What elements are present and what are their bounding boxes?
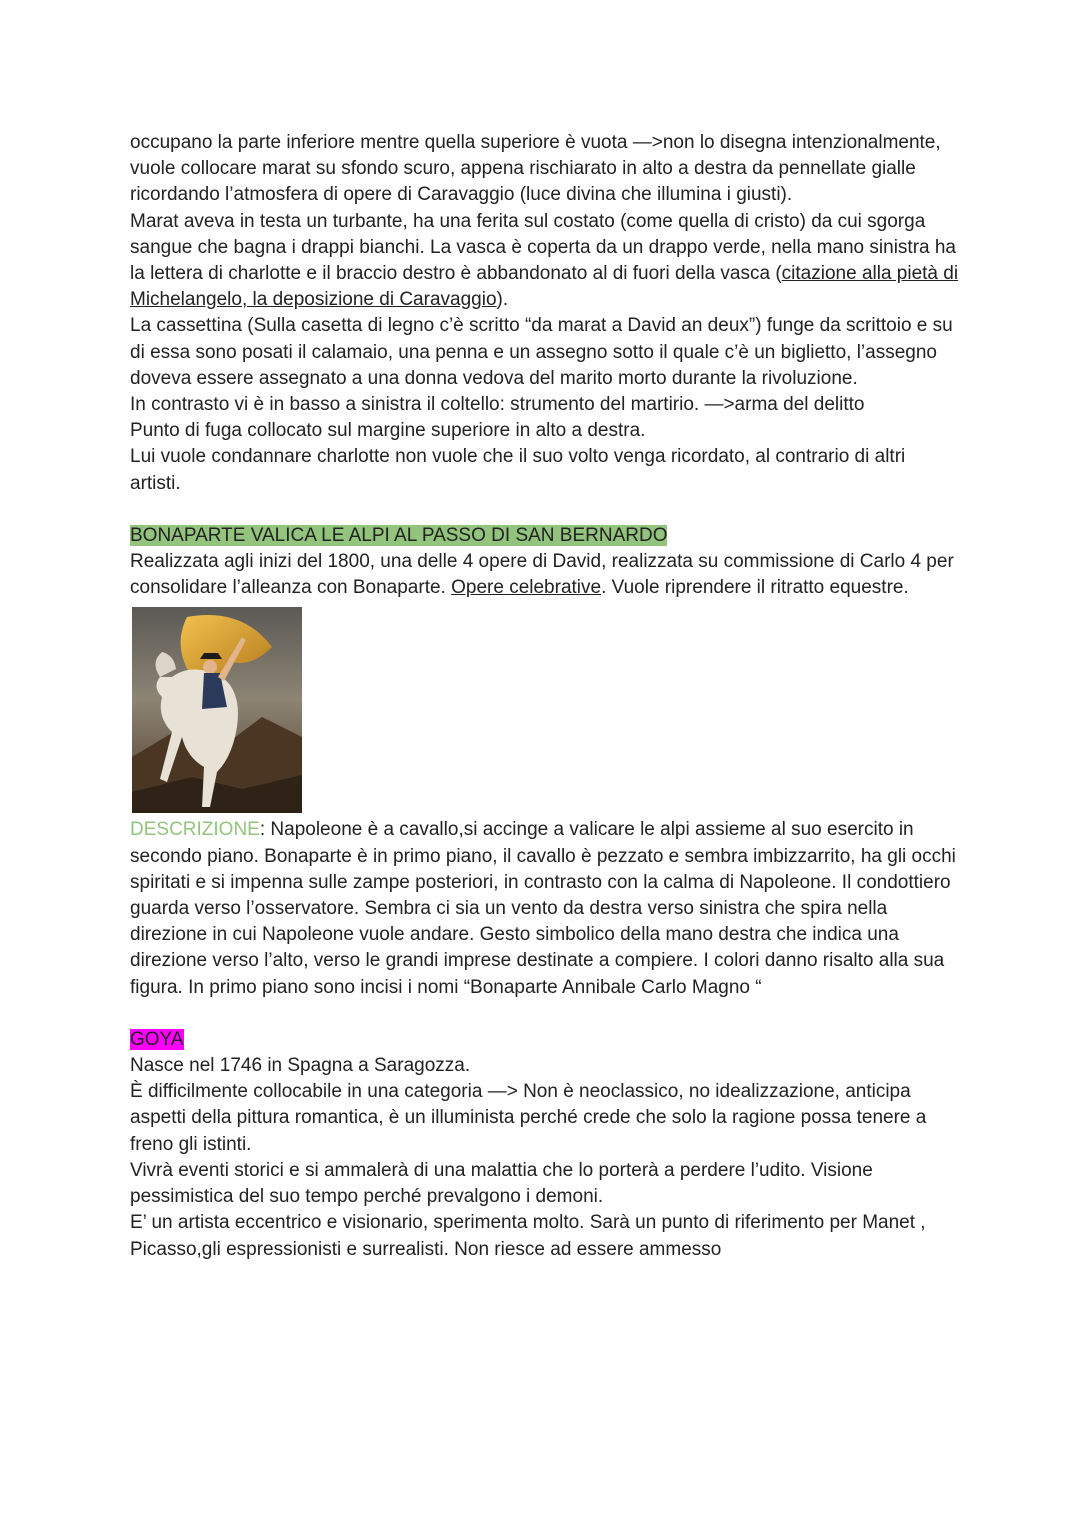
text: : Napoleone è a cavallo,si accinge a valicare le alpi assieme al suo esercito in secondo piano. Bonaparte è in primo piano, il cavallo è pezzato e sembra imbizzarrito, ha gli occhi spiritati e si impenna sulle zampe posteriori, in contrasto con la calma di Napoleone. Il condottiero guarda verso l’osservatore. Sembra ci sia un vento da destra verso sinistra che spira nella direzione in cui Napoleone vuole andare. Gesto simbolico della mano destra che indica una direzione verso l’alto, verso le grandi imprese destinate a compiere. I colori danno risalto alla sua figura. In primo piano sono incisi i nomi “Bonaparte Annibale Carlo Magno “ — [130, 819, 956, 998]
highlighted-heading: BONAPARTE VALICA LE ALPI AL PASSO DI SAN BERNARDO — [130, 524, 668, 546]
paragraph-descrizione — [130, 817, 960, 1000]
paragraph-punto-di-fuga: Punto di fuga collocato sul margine superiore in alto a destra. — [130, 420, 646, 442]
paragraph-goya-category: È difficilmente collocabile in una categoria —> Non è neoclassico, no idealizzazione, anticipa aspetti della pittura romantica, è un illuminista perché crede che solo la ragione possa tenere a freno gli istinti. — [130, 1081, 927, 1155]
paragraph-goya-birth: Nasce nel 1746 in Spagna a Saragozza. — [130, 1055, 471, 1077]
napoleon-painting-image — [132, 607, 302, 813]
underlined-term: Opere celebrative — [451, 577, 602, 599]
paragraph-goya-illness: Vivrà eventi storici e si ammalerà di una malattia che lo porterà a perdere l’udito. Visione pessimistica del suo tempo perché prevalgono i demoni. — [130, 1159, 873, 1208]
paragraph-marat-composition: occupano la parte inferiore mentre quella superiore è vuota —>non lo disegna intenzionalmente, vuole collocare marat su sfondo scuro, appena rischiarato in alto a destra da pennellate gialle ricordando l’atmosfera di opere di Caravaggio (luce divina che illumina i giusti). — [130, 132, 941, 206]
paragraph-bonaparte-intro — [130, 549, 960, 601]
document-page — [130, 130, 960, 1263]
paragraph-charlotte: Lui vuole condannare charlotte non vuole che il suo volto venga ricordato, al contrario di altri artisti. — [130, 446, 906, 494]
spacer — [130, 1001, 960, 1027]
text: ). — [496, 289, 509, 311]
text: Marat aveva in testa un turbante, ha una ferita sul costato (come quella di cristo) da cui sgorga sangue che bagna i drappi bianchi. La vasca è coperta da un drappo verde, nella mano sinistra ha la lettera di charlotte e il braccio destro è abbandonato al di fuori della vasca ( — [130, 210, 956, 285]
paragraph-marat-details — [130, 209, 960, 314]
highlighted-heading: GOYA — [130, 1028, 184, 1050]
description-label: DESCRIZIONE — [130, 819, 260, 841]
spacer — [130, 497, 960, 523]
text: . Vuole riprendere il ritratto equestre. — [601, 577, 909, 599]
section-heading-goya — [130, 1027, 960, 1053]
paragraph-cassettina: La cassettina (Sulla casetta di legno c’è scritto “da marat a David an deux”) funge da scrittoio e su di essa sono posati il calamaio, una penna e un assegno sotto il quale c’è un biglietto, l’assegno doveva essere assegnato a una donna vedova del marito morto durante la rivoluzione. — [130, 315, 953, 389]
paragraph-coltello: In contrasto vi è in basso a sinistra il coltello: strumento del martirio. —>arma del delitto — [130, 394, 865, 416]
paragraph-goya-artist: E’ un artista eccentrico e visionario, sperimenta molto. Sarà un punto di riferimento per Manet , Picasso,gli espressionisti e surrealisti. Non riesce ad essere ammesso — [130, 1212, 926, 1260]
section-heading-bonaparte — [130, 523, 960, 549]
underlined-citation: citazione alla pietà di Michelangelo, la deposizione di Caravaggio — [130, 263, 959, 311]
text: Realizzata agli inizi del 1800, una delle 4 opere di David, realizzata su commissione di Carlo 4 per consolidare l’alleanza con Bonaparte. — [130, 551, 954, 599]
